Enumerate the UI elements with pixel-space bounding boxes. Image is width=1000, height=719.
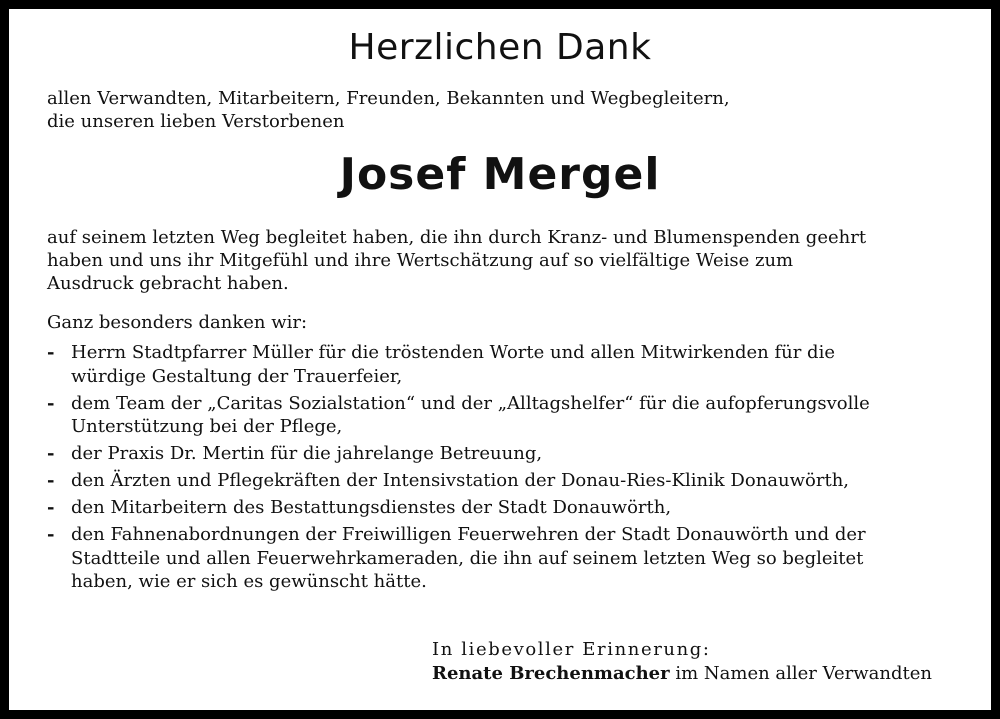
dash-bullet: - bbox=[47, 443, 55, 464]
signer-suffix: im Namen aller Verwandten bbox=[669, 663, 932, 684]
dash-bullet: - bbox=[47, 470, 55, 491]
list-item-line: den Ärzten und Pflegekräften der Intensivstation der Donau-Ries-Klinik Donauwörth, bbox=[71, 470, 850, 491]
list-item bbox=[47, 341, 947, 388]
list-item-line: würdige Gestaltung der Trauerfeier, bbox=[71, 365, 403, 387]
body-text bbox=[47, 226, 947, 295]
list-item-line: Herrn Stadtpfarrer Müller für die tröstenden Worte und allen Mitwirkenden für die bbox=[71, 342, 835, 363]
list-item bbox=[47, 523, 947, 594]
signature-line bbox=[432, 662, 932, 686]
list-item bbox=[47, 496, 947, 520]
list-item-line: Unterstützung bei der Pflege, bbox=[71, 416, 343, 437]
closing-line: In liebevoller Erinnerung: bbox=[432, 639, 711, 660]
closing bbox=[432, 638, 932, 686]
intro-text bbox=[47, 87, 947, 133]
body-line: Ausdruck gebracht haben. bbox=[47, 273, 289, 294]
body-line: haben und uns ihr Mitgefühl und ihre Wertschätzung auf so vielfältige Weise zum bbox=[47, 250, 794, 271]
list-item-line: den Fahnenabordnungen der Freiwilligen Feuerwehren der Stadt Donauwörth und der bbox=[71, 524, 866, 545]
thanks-lead: Ganz besonders danken wir: bbox=[47, 312, 308, 333]
deceased-name: Josef Mergel bbox=[339, 149, 661, 200]
dash-bullet: - bbox=[47, 524, 55, 545]
body-line: auf seinem letzten Weg begleitet haben, die ihn durch Kranz- und Blumenspenden geehrt bbox=[47, 227, 867, 248]
dash-bullet: - bbox=[47, 497, 55, 518]
intro-line: die unseren lieben Verstorbenen bbox=[47, 111, 345, 132]
dash-bullet: - bbox=[47, 392, 55, 414]
list-item-line: den Mitarbeitern des Bestattungsdienstes der Stadt Donauwörth, bbox=[71, 497, 672, 518]
list-item-line: der Praxis Dr. Mertin für die jahrelange Betreuung, bbox=[71, 443, 543, 464]
list-item bbox=[47, 469, 947, 493]
thanks-list bbox=[47, 341, 947, 597]
heading: Herzlichen Dank bbox=[348, 27, 652, 68]
signer-name: Renate Brechenmacher bbox=[432, 663, 670, 684]
list-item bbox=[47, 392, 947, 439]
intro-line: allen Verwandten, Mitarbeitern, Freunden, Bekannten und Wegbegleitern, bbox=[47, 88, 730, 109]
list-item-line: dem Team der „Caritas Sozialstation“ und der „Alltagshelfer“ für die aufopferungsvolle bbox=[71, 392, 870, 414]
list-item-line: haben, wie er sich es gewünscht hätte. bbox=[71, 571, 427, 592]
list-item bbox=[47, 442, 947, 466]
dash-bullet: - bbox=[47, 342, 55, 363]
list-item-line: Stadtteile und allen Feuerwehrkameraden, die ihn auf seinem letzten Weg so begleitet bbox=[71, 547, 864, 569]
